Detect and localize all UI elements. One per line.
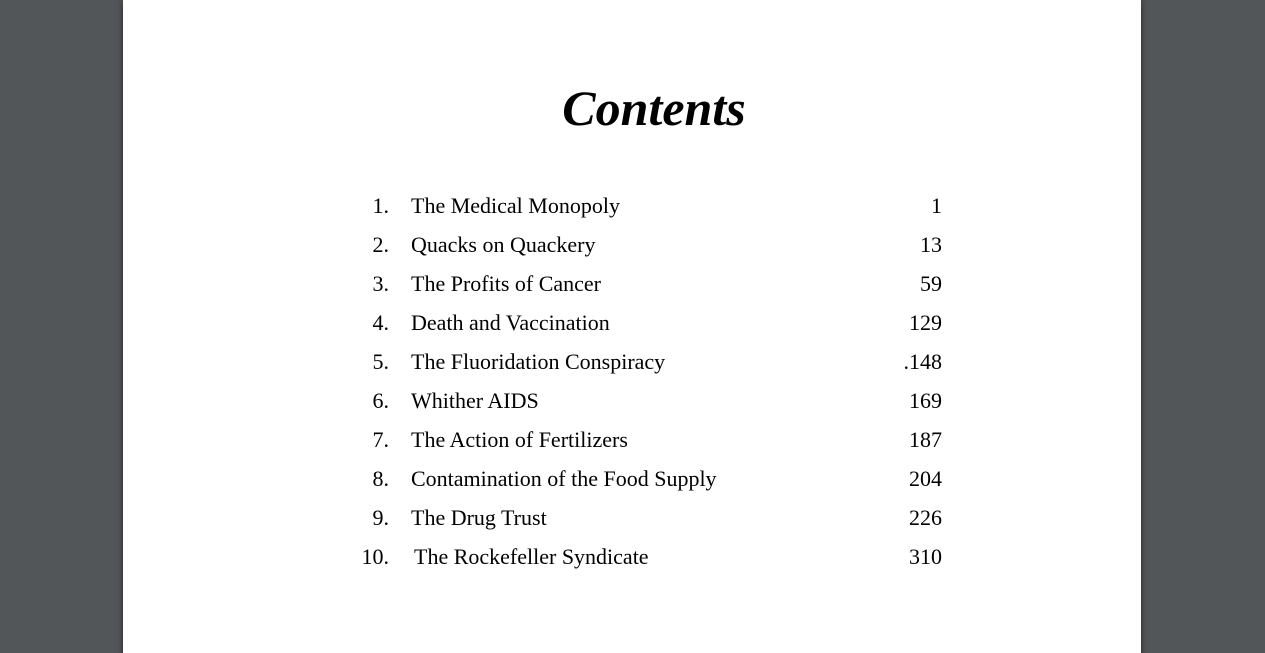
toc-entry-page: 204 bbox=[909, 466, 942, 491]
toc-entry-title: The Medical Monopoly bbox=[411, 193, 620, 218]
toc-entry-page: 13 bbox=[920, 232, 942, 257]
toc-entry-number: 9. bbox=[372, 505, 389, 530]
toc-entry bbox=[123, 303, 1141, 342]
toc-entry-page: 59 bbox=[920, 271, 942, 296]
toc-entry-number: 6. bbox=[372, 388, 389, 413]
toc-entry bbox=[123, 420, 1141, 459]
toc-entry bbox=[123, 225, 1141, 264]
toc-entry-page: 169 bbox=[909, 388, 942, 413]
toc-entry-page: 226 bbox=[909, 505, 942, 530]
toc-entry bbox=[123, 342, 1141, 381]
toc-entry-page: 310 bbox=[909, 544, 942, 569]
toc-entry bbox=[123, 186, 1141, 225]
toc-entry-page: 187 bbox=[909, 427, 942, 452]
toc-entry-number: 10. bbox=[361, 544, 389, 569]
toc-entry-title: The Fluoridation Conspiracy bbox=[411, 349, 666, 374]
toc-entry-title: Contamination of the Food Supply bbox=[411, 466, 717, 491]
toc-entry bbox=[123, 498, 1141, 537]
toc-entry-title: The Drug Trust bbox=[411, 505, 547, 530]
toc-entry-title: Whither AIDS bbox=[411, 388, 539, 413]
toc-entry bbox=[123, 381, 1141, 420]
toc-entry bbox=[123, 537, 1141, 576]
toc-entry-title: The Action of Fertilizers bbox=[411, 427, 628, 452]
toc-entry-number: 3. bbox=[372, 271, 389, 296]
toc-entry bbox=[123, 264, 1141, 303]
toc-entry-number: 7. bbox=[372, 427, 389, 452]
toc-entry-page: 1 bbox=[931, 193, 942, 218]
toc-entry-page: .148 bbox=[903, 349, 942, 374]
toc-entry-title: Quacks on Quackery bbox=[411, 232, 596, 257]
document-page bbox=[123, 0, 1141, 653]
table-of-contents bbox=[123, 186, 1141, 576]
toc-entry-number: 8. bbox=[372, 466, 389, 491]
page-title: Contents bbox=[562, 80, 746, 136]
toc-entry-title: The Rockefeller Syndicate bbox=[414, 544, 649, 569]
toc-entry-page: 129 bbox=[909, 310, 942, 335]
toc-entry bbox=[123, 459, 1141, 498]
toc-entry-number: 4. bbox=[372, 310, 389, 335]
toc-entry-title: The Profits of Cancer bbox=[411, 271, 601, 296]
toc-entry-number: 5. bbox=[372, 349, 389, 374]
toc-entry-number: 1. bbox=[372, 193, 389, 218]
toc-entry-number: 2. bbox=[372, 232, 389, 257]
toc-entry-title: Death and Vaccination bbox=[411, 310, 610, 335]
